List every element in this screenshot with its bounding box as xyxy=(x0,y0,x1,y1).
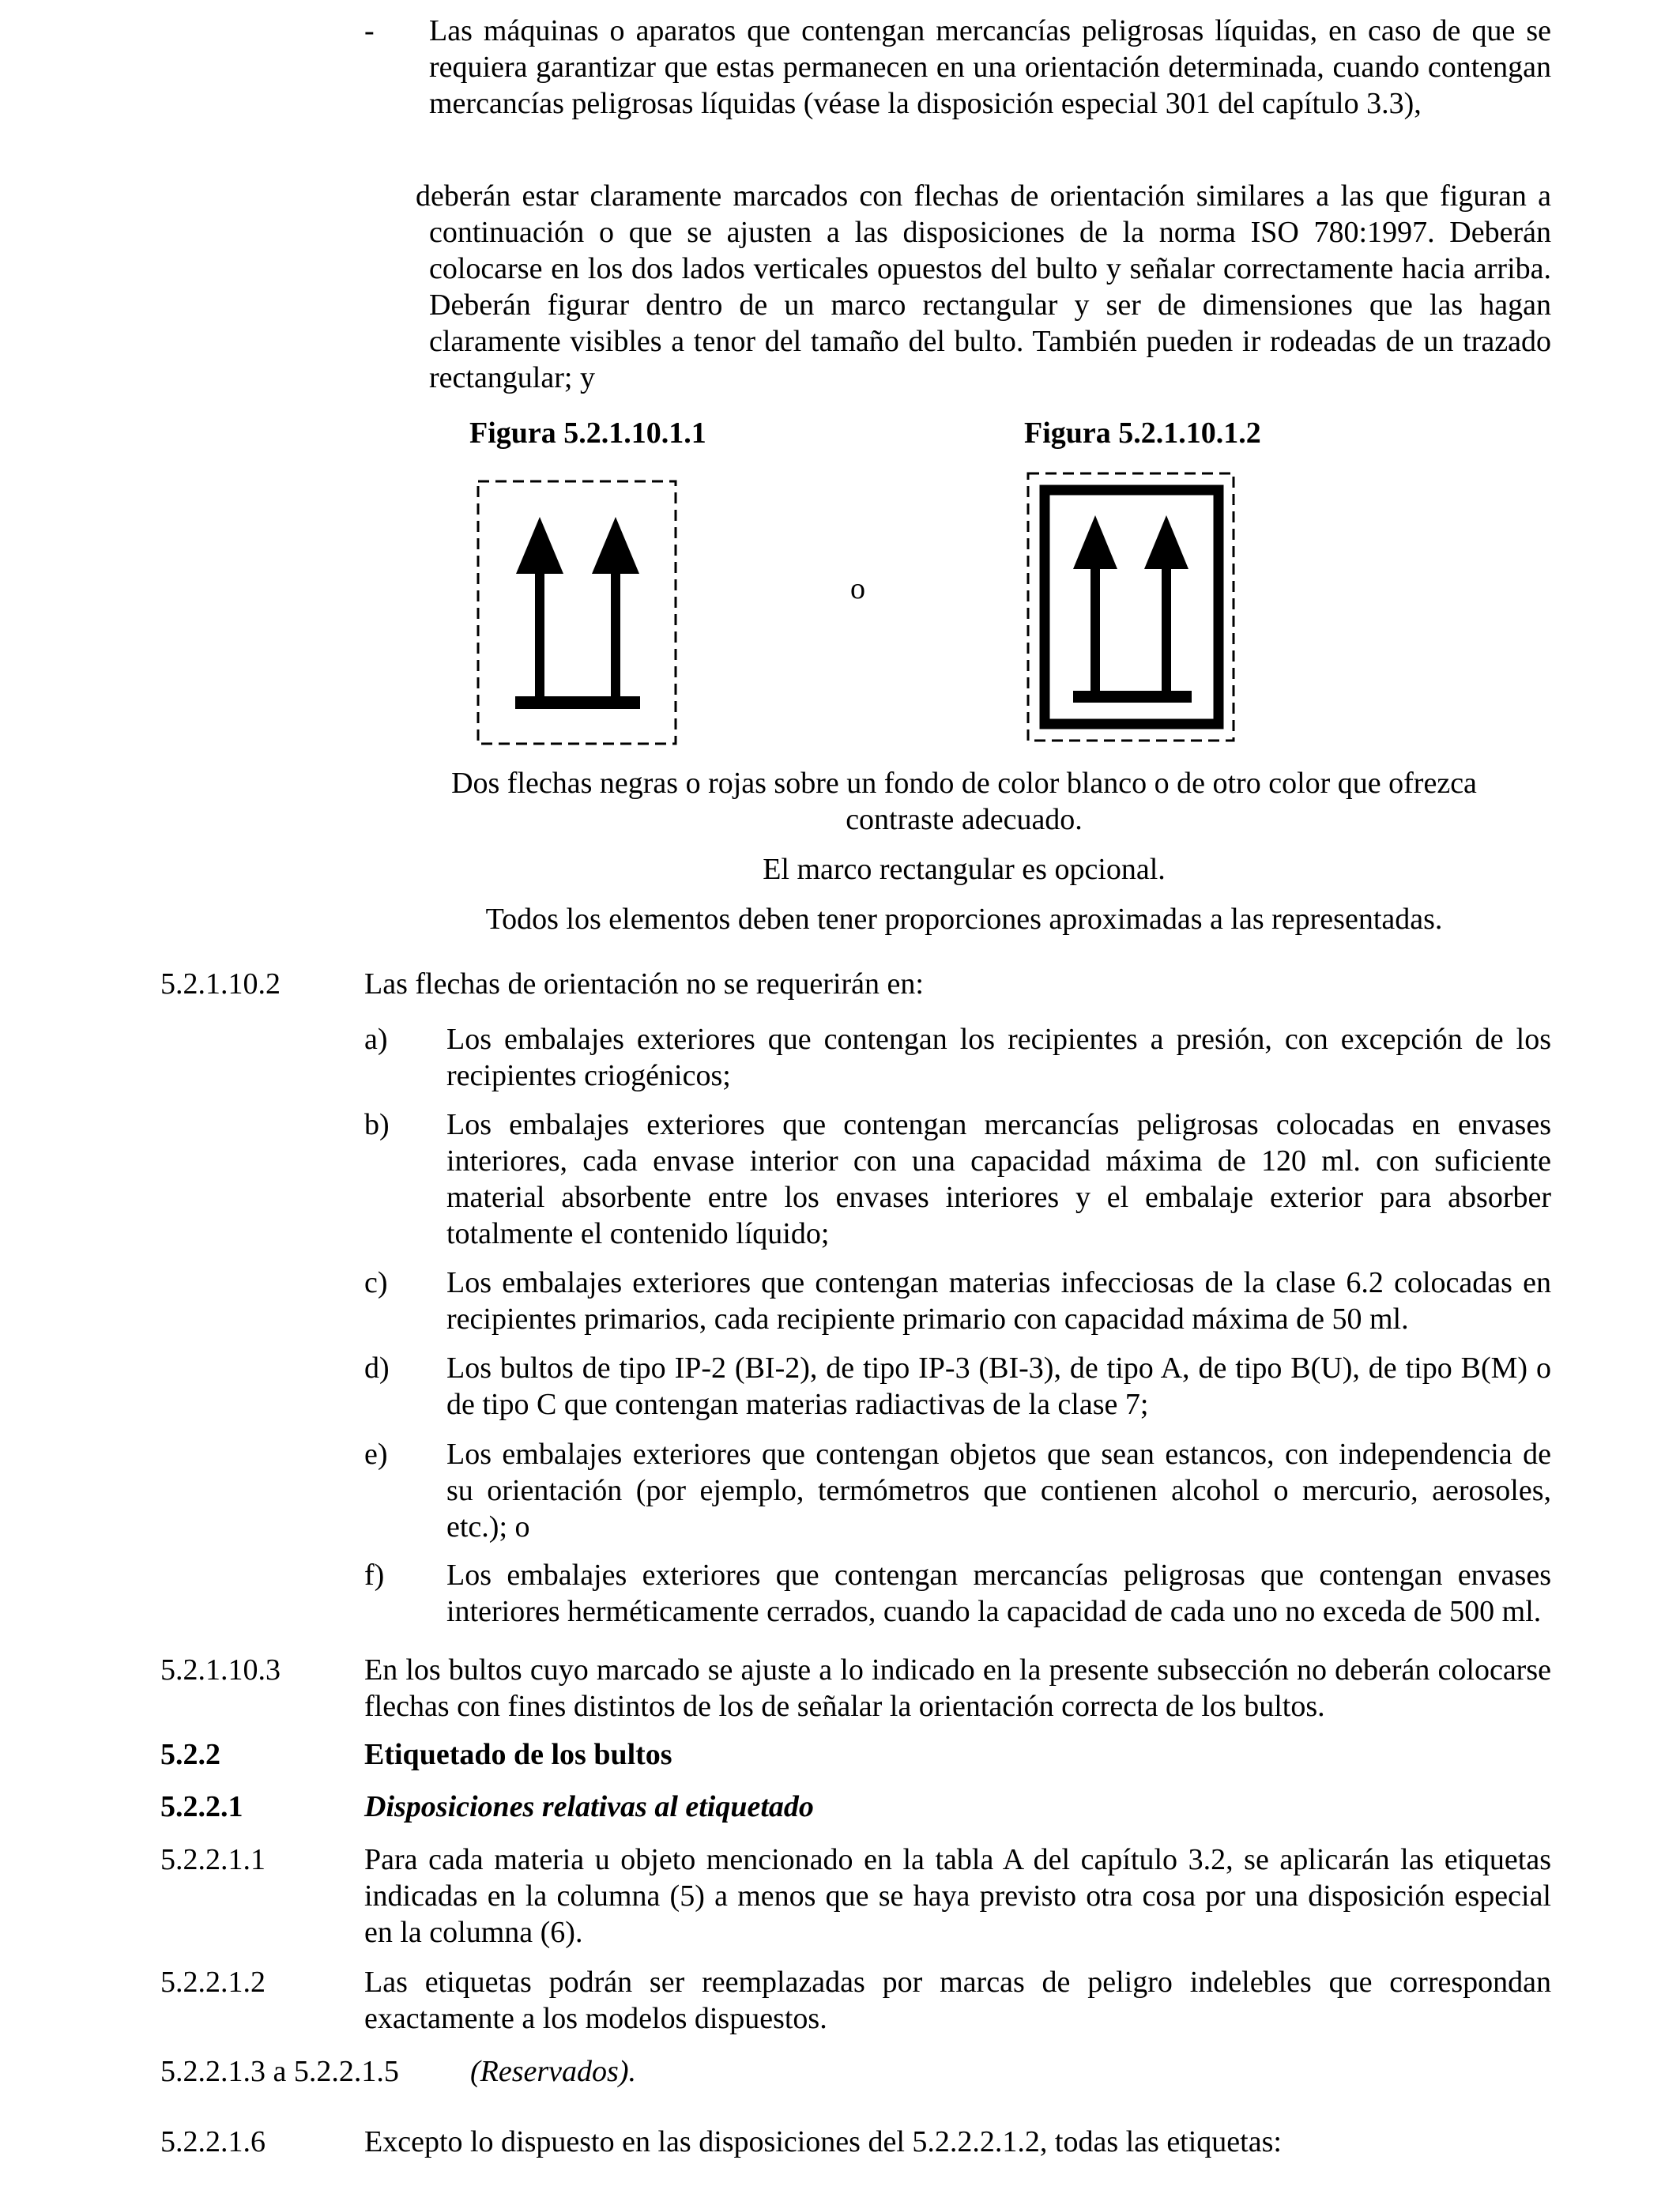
figure-2-arrows-diagram xyxy=(1026,471,1239,747)
section-5-2-2-1-number: 5.2.2.1 xyxy=(160,1790,243,1823)
section-5-2-2-1-2-number: 5.2.2.1.2 xyxy=(160,1966,266,1999)
figure-2-solid-frame xyxy=(1045,490,1219,724)
list-item-text: Los embalajes exteriores que contengan mercancías peligrosas que contengan envases interiores herméticamente cerrados, cuando la capacidad de cada uno no exceda de 500 ml. xyxy=(446,1559,1551,1628)
figure-caption-frame-optional: El marco rectangular es opcional. xyxy=(763,853,1166,886)
intro-dash-item-text: Las máquinas o aparatos que contengan mercancías peligrosas líquidas, en caso de que se requiera garantizar que estas permanecen en una orientación determinada, cuando contengan mercancías peligrosas líquidas (véase la disposición especial 301 del capítulo 3.3), xyxy=(429,14,1551,120)
list-item-letter: c) xyxy=(364,1266,388,1299)
section-5-2-2-1-title: Disposiciones relativas al etiquetado xyxy=(364,1790,814,1823)
figure-2-left-arrow-shaft xyxy=(1090,567,1100,699)
figure-1-left-arrow-shaft xyxy=(535,572,544,707)
intro-dash: - xyxy=(364,14,375,47)
intro-paragraph: deberán estar claramente marcados con flechas de orientación similares a las que figuran a continuación o que se ajusten a las disposiciones de la norma ISO 780:1997. Deberán colocarse en los dos lados verticales opuestos del bulto y señalar correctamente hacia arriba. Deberán figurar dentro de un marco rectangular y ser de dimensiones que las hagan claramente visibles a tenor del tamaño del bulto. También pueden ir rodeadas de un trazado rectangular; y xyxy=(416,179,1551,394)
figure-1-right-arrowhead xyxy=(592,517,639,574)
list-item-text: Los bultos de tipo IP-2 (BI-2), de tipo IP-3 (BI-3), de tipo A, de tipo B(U), de tipo B(M) o de tipo C que contengan materias radiactivas de la clase 7; xyxy=(446,1351,1551,1421)
figure-caption-colors: Dos flechas negras o rojas sobre un fondo de color blanco o de otro color que ofrezca contraste adecuado. xyxy=(451,767,1477,836)
figure-1-arrows-diagram xyxy=(471,474,684,747)
figure-caption-proportions: Todos los elementos deben tener proporciones aproximadas a las representadas. xyxy=(485,903,1443,936)
section-5-2-2-1-6-number: 5.2.2.1.6 xyxy=(160,2125,266,2158)
figure-2-title: Figura 5.2.1.10.1.2 xyxy=(1024,417,1261,450)
figures-or-text: o xyxy=(850,572,865,605)
section-5-2-2-1-6-text: Excepto lo dispuesto en las disposiciones del 5.2.2.2.1.2, todas las etiquetas: xyxy=(364,2125,1282,2158)
list-item-text: Los embalajes exteriores que contengan los recipientes a presión, con excepción de los recipientes criogénicos; xyxy=(446,1023,1551,1092)
list-item-text: Los embalajes exteriores que contengan materias infecciosas de la clase 6.2 colocadas en recipientes primarios, cada recipiente primario con capacidad máxima de 50 ml. xyxy=(446,1266,1551,1336)
section-5-2-2-number: 5.2.2 xyxy=(160,1738,220,1771)
figure-2-right-arrowhead xyxy=(1144,515,1188,569)
section-5-2-1-10-3-number: 5.2.1.10.3 xyxy=(160,1653,281,1687)
section-5-2-2-1-3-to-5-number: 5.2.2.1.3 a 5.2.2.1.5 xyxy=(160,2055,399,2088)
list-item-letter: b) xyxy=(364,1108,390,1141)
figure-1-base-bar xyxy=(515,696,640,709)
list-item-letter: e) xyxy=(364,1438,388,1471)
section-5-2-2-1-1-text: Para cada materia u objeto mencionado en la tabla A del capítulo 3.2, se aplicarán las etiquetas indicadas en la columna (5) a menos que se haya previsto otra cosa por una disposición especial en la columna (6). xyxy=(364,1843,1551,1949)
list-item-letter: a) xyxy=(364,1023,388,1056)
figure-2-left-arrowhead xyxy=(1073,515,1117,569)
section-5-2-1-10-2-intro: Las flechas de orientación no se requerirán en: xyxy=(364,967,924,1001)
list-item-text: Los embalajes exteriores que contengan objetos que sean estancos, con independencia de su orientación (por ejemplo, termómetros que contienen alcohol o mercurio, aerosoles, etc.); o xyxy=(446,1438,1551,1544)
figure-2-right-arrow-shaft xyxy=(1162,567,1171,699)
figure-1-right-arrow-shaft xyxy=(611,572,620,707)
list-item-letter: d) xyxy=(364,1351,390,1385)
section-5-2-1-10-2-number: 5.2.1.10.2 xyxy=(160,967,281,1001)
section-5-2-1-10-3-text: En los bultos cuyo marcado se ajuste a lo indicado en la presente subsección no deberán colocarse flechas con fines distintos de los de señalar la orientación correcta de los bultos. xyxy=(364,1653,1551,1723)
section-5-2-2-1-1-number: 5.2.2.1.1 xyxy=(160,1843,266,1876)
section-5-2-2-1-2-text: Las etiquetas podrán ser reemplazadas por marcas de peligro indelebles que correspondan exactamente a los modelos dispuestos. xyxy=(364,1966,1551,2035)
figure-2-base-bar xyxy=(1073,691,1192,703)
figure-1-left-arrowhead xyxy=(516,517,563,574)
figure-1-title: Figura 5.2.1.10.1.1 xyxy=(469,417,706,450)
section-5-2-2-title: Etiquetado de los bultos xyxy=(364,1738,672,1771)
section-5-2-2-1-3-to-5-text: (Reservados). xyxy=(470,2055,636,2088)
list-item-text: Los embalajes exteriores que contengan mercancías peligrosas colocadas en envases interiores, cada envase interior con una capacidad máxima de 120 ml. con suficiente material absorbente entre los envases interiores y el embalaje exterior para absorber totalmente el contenido líquido; xyxy=(446,1108,1551,1250)
list-item-letter: f) xyxy=(364,1559,385,1592)
